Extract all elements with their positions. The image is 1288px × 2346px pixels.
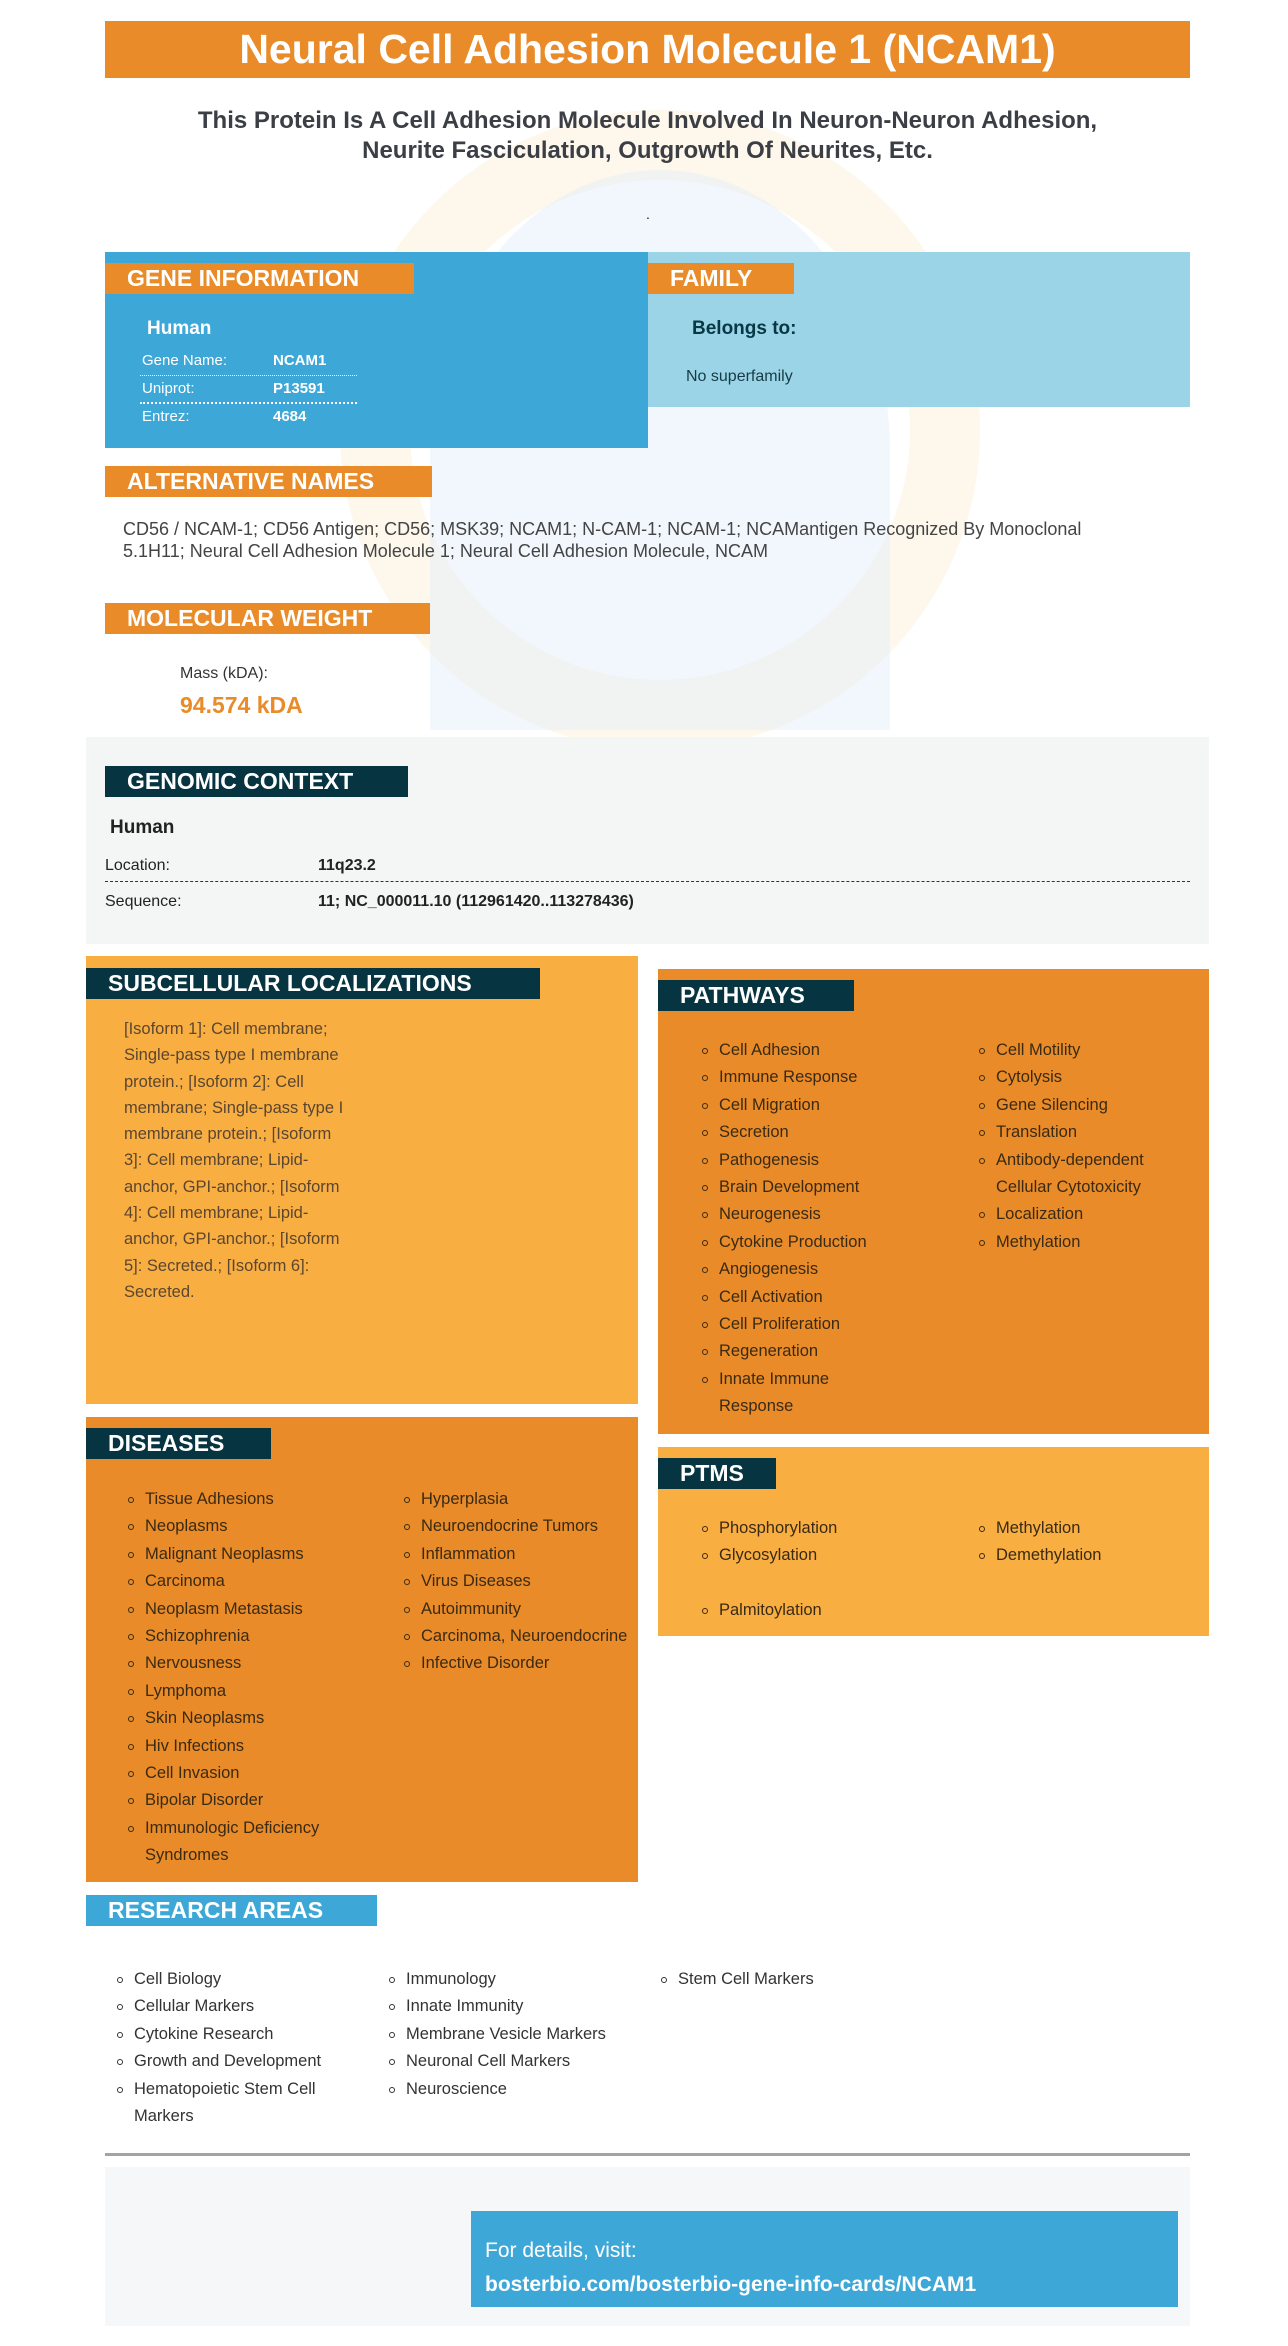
uniprot-row	[140, 376, 357, 404]
list-item: Virus Diseases	[404, 1568, 634, 1595]
list-item: Localization	[979, 1201, 1179, 1228]
list-item: Methylation	[979, 1515, 1179, 1542]
list-item: Cell Biology	[117, 1966, 357, 1993]
alternative-names-text: CD56 / NCAM-1; CD56 Antigen; CD56; MSK39; NCAM1; N-CAM-1; NCAM-1; NCAMantigen Recognized By Monoclonal 5.1H11; Neural Cell Adhesion Molecule 1; Neural Cell Adhesion Molecule, NCAM	[123, 519, 1082, 561]
ptms-list-col1	[702, 1515, 902, 1570]
list-item: Cell Migration	[702, 1092, 902, 1119]
family-heading: FAMILY	[648, 263, 794, 294]
list-item: Neuroscience	[389, 2076, 629, 2103]
pathways-list-col2	[979, 1037, 1179, 1256]
list-item: Carcinoma	[128, 1568, 368, 1595]
description-line-1: This Protein Is A Cell Adhesion Molecule Involved In Neuron-Neuron Adhesion,	[197, 107, 1098, 134]
list-item: Cell Motility	[979, 1037, 1179, 1064]
genomic-species: Human	[110, 817, 175, 838]
separator-dot: .	[646, 206, 650, 222]
list-item: Translation	[979, 1119, 1179, 1146]
list-item: Pathogenesis	[702, 1147, 902, 1174]
uniprot-value: P13591	[273, 380, 325, 397]
gene-info-table	[140, 348, 357, 432]
list-item: Schizophrenia	[128, 1623, 368, 1650]
research-areas-heading: RESEARCH AREAS	[86, 1895, 377, 1926]
list-item: Cytokine Production	[702, 1229, 902, 1256]
list-item: Immune Response	[702, 1064, 902, 1091]
list-item: Lymphoma	[128, 1678, 368, 1705]
ptms-heading: PTMS	[658, 1458, 776, 1489]
list-item: Stem Cell Markers	[661, 1966, 901, 1993]
gene-name-row	[140, 348, 357, 376]
list-item: Methylation	[979, 1229, 1179, 1256]
list-item: Hiv Infections	[128, 1733, 368, 1760]
list-item: Inflammation	[404, 1541, 634, 1568]
mass-label: Mass (kDA):	[180, 665, 268, 682]
list-item: Cell Proliferation	[702, 1311, 902, 1338]
location-value: 11q23.2	[318, 857, 376, 874]
location-label: Location:	[105, 857, 170, 874]
sequence-label: Sequence:	[105, 893, 182, 910]
research-list-col3	[661, 1966, 901, 1993]
location-row	[105, 852, 1190, 882]
list-item: Bipolar Disorder	[128, 1787, 368, 1814]
list-item: Autoimmunity	[404, 1596, 634, 1623]
sequence-value: 11; NC_000011.10 (112961420..113278436)	[318, 893, 634, 910]
list-item: Innate Immunity	[389, 1993, 629, 2020]
research-list-col2	[389, 1966, 629, 2103]
ptms-list-col3	[702, 1597, 902, 1624]
pathways-list-col1	[702, 1037, 902, 1421]
gene-name-value: NCAM1	[273, 352, 327, 369]
list-item: Immunologic Deficiency Syndromes	[128, 1815, 368, 1870]
page-title: Neural Cell Adhesion Molecule 1 (NCAM1)	[105, 21, 1190, 78]
protein-description	[105, 106, 1190, 166]
list-item: Infective Disorder	[404, 1650, 634, 1677]
family-value: No superfamily	[686, 368, 793, 385]
list-item: Carcinoma, Neuroendocrine	[404, 1623, 634, 1650]
subcellular-text: [Isoform 1]: Cell membrane; Single-pass type I membrane protein.; [Isoform 2]: Cell membrane; Single-pass type I membrane protein.; [Isoform 3]: Cell membrane; Lipid-anchor, GPI-anchor.; [Isoform 4]: Cell membrane; Lipid-anchor, GPI-anchor.; [Isoform 5]: Secreted.; [Isoform 6]: Secreted.	[124, 1020, 344, 1301]
list-item: Hematopoietic Stem Cell Markers	[117, 2076, 357, 2131]
list-item: Angiogenesis	[702, 1256, 902, 1283]
list-item: Malignant Neoplasms	[128, 1541, 368, 1568]
research-list-col1	[117, 1966, 357, 2130]
entrez-row	[140, 404, 357, 432]
list-item: Antibody-dependent Cellular Cytotoxicity	[979, 1147, 1179, 1202]
list-item: Cytokine Research	[117, 2021, 357, 2048]
list-item: Neurogenesis	[702, 1201, 902, 1228]
alternative-names-heading: ALTERNATIVE NAMES	[105, 466, 432, 497]
details-callout[interactable]	[471, 2211, 1178, 2307]
list-item: Skin Neoplasms	[128, 1705, 368, 1732]
list-item: Palmitoylation	[702, 1597, 902, 1624]
diseases-list-col1	[128, 1486, 368, 1870]
uniprot-label: Uniprot:	[142, 380, 195, 397]
list-item: Tissue Adhesions	[128, 1486, 368, 1513]
details-link[interactable]: bosterbio.com/bosterbio-gene-info-cards/NCAM1	[485, 2273, 977, 2296]
gene-species: Human	[147, 318, 212, 339]
list-item: Cellular Markers	[117, 1993, 357, 2020]
mass-value: 94.574 kDA	[180, 692, 303, 718]
list-item: Immunology	[389, 1966, 629, 1993]
list-item: Regeneration	[702, 1338, 902, 1365]
list-item: Membrane Vesicle Markers	[389, 2021, 629, 2048]
list-item: Secretion	[702, 1119, 902, 1146]
gene-name-label: Gene Name:	[142, 352, 228, 369]
details-label: For details, visit:	[485, 2239, 637, 2262]
description-line-2: Neurite Fasciculation, Outgrowth Of Neurites, Etc.	[362, 137, 933, 164]
list-item: Neoplasm Metastasis	[128, 1596, 368, 1623]
ptms-list-col2	[979, 1515, 1179, 1570]
diseases-list-col2	[404, 1486, 634, 1678]
list-item: Cell Invasion	[128, 1760, 368, 1787]
list-item: Neuroendocrine Tumors	[404, 1513, 634, 1540]
list-item: Gene Silencing	[979, 1092, 1179, 1119]
subcellular-heading: SUBCELLULAR LOCALIZATIONS	[86, 968, 540, 999]
list-item: Neuronal Cell Markers	[389, 2048, 629, 2075]
list-item: Cell Activation	[702, 1284, 902, 1311]
sequence-row	[105, 888, 1190, 918]
list-item: Growth and Development	[117, 2048, 357, 2075]
entrez-value: 4684	[273, 408, 307, 425]
list-item: Glycosylation	[702, 1542, 902, 1569]
list-item: Demethylation	[979, 1542, 1179, 1569]
belongs-to-label: Belongs to:	[692, 318, 797, 339]
footer-divider	[105, 2153, 1190, 2156]
molecular-weight-heading: MOLECULAR WEIGHT	[105, 603, 430, 634]
genomic-context-heading: GENOMIC CONTEXT	[105, 766, 408, 797]
list-item: Neoplasms	[128, 1513, 368, 1540]
list-item: Innate Immune Response	[702, 1366, 902, 1421]
list-item: Brain Development	[702, 1174, 902, 1201]
diseases-heading: DISEASES	[86, 1428, 271, 1459]
list-item: Phosphorylation	[702, 1515, 902, 1542]
list-item: Hyperplasia	[404, 1486, 634, 1513]
pathways-heading: PATHWAYS	[658, 980, 854, 1011]
list-item: Nervousness	[128, 1650, 368, 1677]
list-item: Cell Adhesion	[702, 1037, 902, 1064]
list-item: Cytolysis	[979, 1064, 1179, 1091]
gene-information-heading: GENE INFORMATION	[105, 263, 414, 294]
entrez-label: Entrez:	[142, 408, 190, 425]
